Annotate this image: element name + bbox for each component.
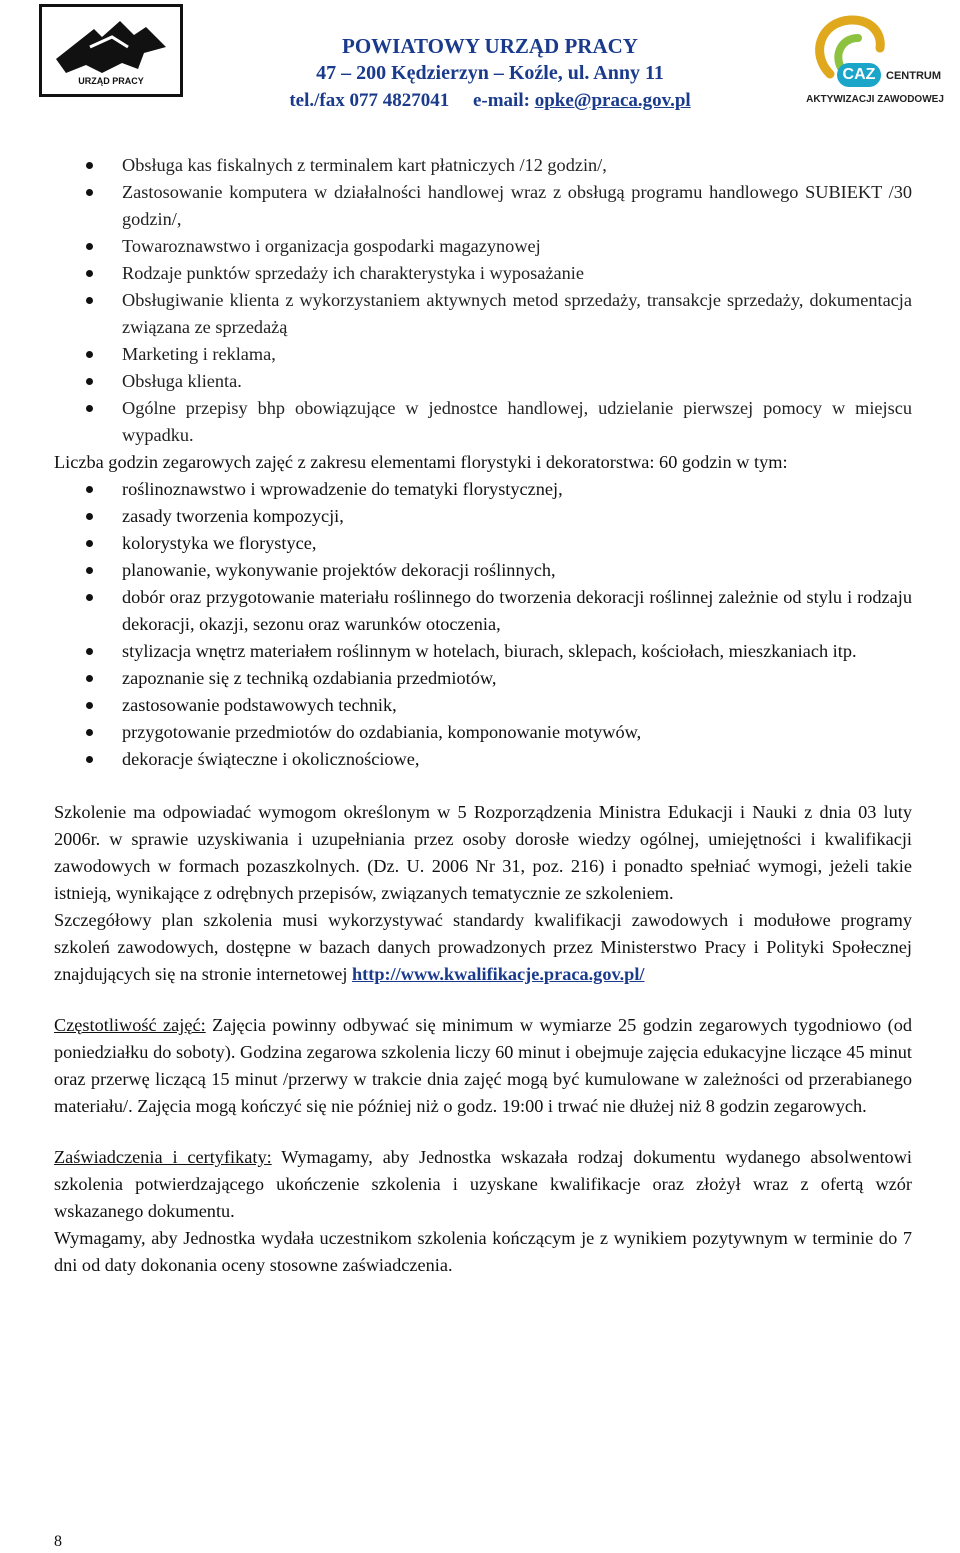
header-email-link[interactable]: opke@praca.gov.pl — [534, 90, 691, 111]
list-item: planowanie, wykonywanie projektów dekoracji roślinnych, — [54, 557, 912, 584]
logo-left-text: URZĄD PRACY — [78, 76, 144, 86]
list-item: kolorystyka we florystyce, — [54, 530, 912, 557]
list-item: stylizacja wnętrz materiałem roślinnym w hotelach, biurach, sklepach, kościołach, mieszkaniach itp. — [54, 638, 912, 665]
caz-name: CENTRUM — [886, 70, 941, 82]
document-body — [54, 152, 912, 1279]
spacer — [54, 1120, 912, 1144]
list-item: zasady tworzenia kompozycji, — [54, 503, 912, 530]
list-item: Ogólne przepisy bhp obowiązujące w jednostce handlowej, udzielanie pierwszej pomocy w miejscu wypadku. — [54, 395, 912, 449]
list-item: zastosowanie podstawowych technik, — [54, 692, 912, 719]
list-item: zapoznanie się z techniką ozdabiania przedmiotów, — [54, 665, 912, 692]
page-number: 8 — [54, 1533, 62, 1550]
list-item: Obsługiwanie klienta z wykorzystaniem aktywnych metod sprzedaży, transakcje sprzedaży, dokumentacja związana ze sprzedażą — [54, 287, 912, 341]
spacer — [54, 773, 912, 799]
frequency-paragraph — [54, 1012, 912, 1120]
training-plan-paragraph — [54, 907, 912, 988]
frequency-label: Częstotliwość zajęć: — [54, 1015, 206, 1035]
certificates-paragraph — [54, 1144, 912, 1225]
list-item: Obsługa kas fiskalnych z terminalem kart płatniczych /12 godzin/, — [54, 152, 912, 179]
frequency-text: Zajęcia powinny odbywać się minimum w wymiarze 25 godzin zegarowych tygodniowo (od poniedziałku do soboty). Godzina zegarowa szkolenia liczy 60 minut i obejmuje zajęcia edukacyjne liczące 45 minut oraz przerwę liczącą 15 minut /przerwy w trakcie dnia zajęć mogą być kumulowane w zależności od przerabianego materiału/. Zajęcia mogą kończyć się nie później niż o godz. 19:00 i trwać nie dłużej niż 8 godzin zegarowych. — [54, 1015, 913, 1116]
caz-badge: CAZ — [837, 63, 881, 87]
header-contact — [250, 87, 730, 114]
spacer — [54, 988, 912, 1012]
header-address: 47 – 200 Kędzierzyn – Koźle, ul. Anny 11 — [316, 62, 664, 84]
list-item: Marketing i reklama, — [54, 341, 912, 368]
caz-subtitle: AKTYWIZACJI ZAWODOWEJ — [806, 94, 944, 105]
header-email-label: e-mail: — [472, 90, 530, 111]
certificates-label: Zaświadczenia i certyfikaty: — [54, 1147, 272, 1167]
list-item: Towaroznawstwo i organizacja gospodarki magazynowej — [54, 233, 912, 260]
list-item: przygotowanie przedmiotów do ozdabiania, komponowanie motywów, — [54, 719, 912, 746]
list-item: Zastosowanie komputera w działalności handlowej wraz z obsługą programu handlowego SUBIEKT /30 godzin/, — [54, 179, 912, 233]
list-item: roślinoznawstwo i wprowadzenie do tematyki florystycznej, — [54, 476, 912, 503]
urzad-pracy-logo — [39, 4, 183, 97]
caz-logo — [800, 14, 950, 114]
bullet-list-floristry — [54, 476, 912, 773]
certificates-text: Wymagamy, aby Jednostka wskazała rodzaj dokumentu wydanego absolwentowi szkolenia potwierdzającego ukończenie szkolenia i uzyskane kwalifikacje oraz złożył wraz z ofertą wzór wskazanego dokumentu. — [54, 1147, 912, 1221]
header-phone: tel./fax 077 4827041 — [289, 90, 450, 111]
kwalifikacje-link[interactable]: http://www.kwalifikacje.praca.gov.pl/ — [351, 964, 645, 984]
certificates-deadline-paragraph: Wymagamy, aby Jednostka wydała uczestnikom szkolenia kończącym je z wynikiem pozytywnym w terminie do 7 dni od daty dokonania oceny stosowne zaświadczenia. — [54, 1228, 912, 1275]
page-header — [0, 0, 960, 120]
list-item: dekoracje świąteczne i okolicznościowe, — [54, 746, 912, 773]
list-item: Obsługa klienta. — [54, 368, 912, 395]
floristry-intro: Liczba godzin zegarowych zajęć z zakresu elementami florystyki i dekoratorstwa: 60 godzin w tym: — [54, 452, 788, 472]
list-item: Rodzaje punktów sprzedaży ich charakterystyka i wyposażanie — [54, 260, 912, 287]
bullet-list-sales — [54, 152, 912, 449]
list-item: dobór oraz przygotowanie materiału roślinnego do tworzenia dekoracji roślinnej zależnie od stylu i rodzaju dekoracji, okazji, sezonu oraz warunków otoczenia, — [54, 584, 912, 638]
training-plan-text: Szczegółowy plan szkolenia musi wykorzystywać standardy kwalifikacji zawodowych i modułowe programy szkoleń zawodowych, dostępne w bazach danych prowadzonych przez Ministerstwo Pracy i Polityki Społecznej znajdujących się na stronie internetowej — [54, 910, 912, 984]
header-title: POWIATOWY URZĄD PRACY — [342, 34, 638, 58]
regulation-paragraph: Szkolenie ma odpowiadać wymogom określonym w 5 Rozporządzenia Ministra Edukacji i Nauki z dnia 03 luty 2006r. w sprawie uzyskiwania i uzupełniania przez osoby dorosłe wiedzy ogólnej, umiejętności i kwalifikacji zawodowych w formach pozaszkolnych. (Dz. U. 2006 Nr 31, poz. 216) i ponadto spełniać wymogi, jeżeli takie istnieją, wynikające z odrębnych przepisów, związanych tematycznie ze szkoleniem. — [54, 802, 912, 903]
header-info — [250, 33, 730, 114]
